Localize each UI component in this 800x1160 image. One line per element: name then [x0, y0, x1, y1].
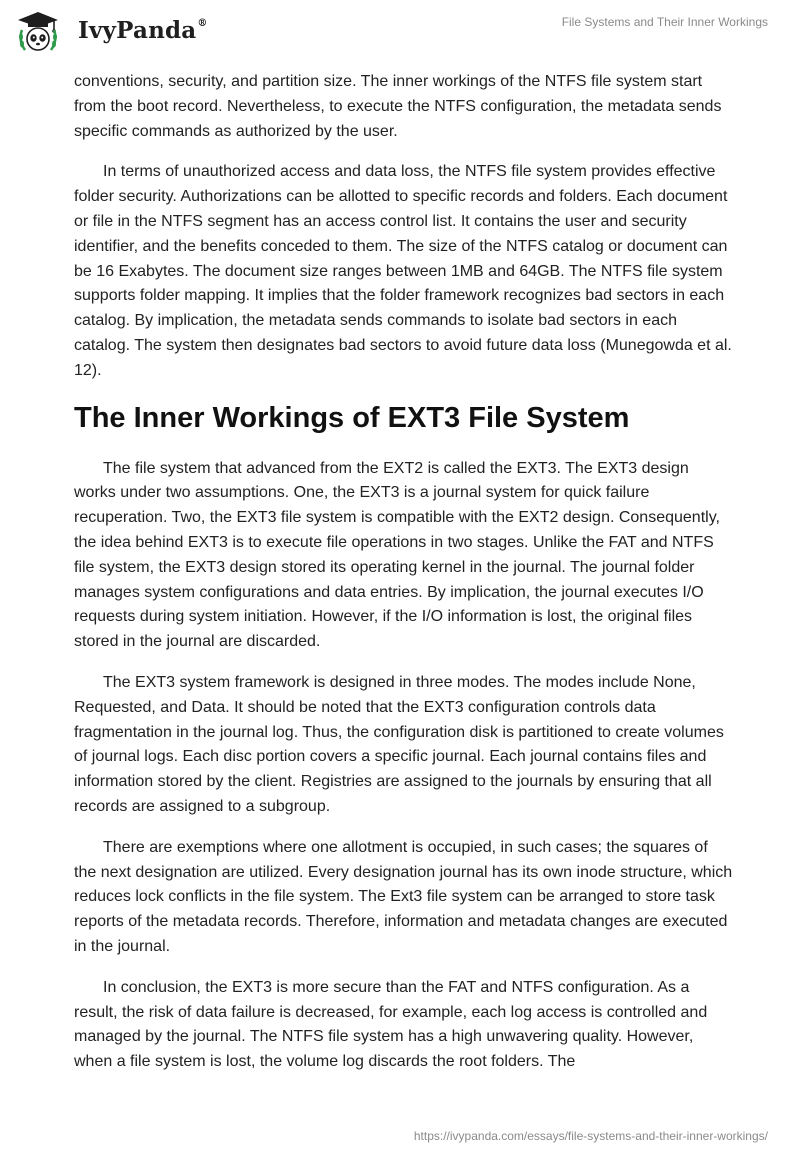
essay-body	[74, 70, 734, 1091]
document-title: File Systems and Their Inner Workings	[561, 15, 768, 29]
paragraph-conclusion: In conclusion, the EXT3 is more secure than the FAT and NTFS configuration. As a result, the risk of data failure is decreased, for example, each log access is controlled and managed by the journal. The NTFS file system has a high unwavering quality. However, when a file system is lost, the volume log discards the root folders. The	[74, 978, 708, 1071]
paragraph-ntfs-security: In terms of unauthorized access and data loss, the NTFS file system provides effective folder security. Authorizations can be allotted to specific records and folders. Each document or file in the NTFS segment has an access control list. It contains the user and security identifier, and the benefits conceded to them. The size of the NTFS catalog or document can be 16 Exabytes. The document size ranges between 1MB and 64GB. The NTFS file system supports folder mapping. It implies that the folder framework recognizes bad sectors in each catalog. By implication, the metadata sends commands to isolate bad sectors in each catalog. The system then designates bad sectors to avoid future data loss (Munegowda et al. 12).	[74, 163, 732, 379]
section-heading: The Inner Workings of EXT3 File System	[74, 401, 630, 434]
brand-name-text: IvyPanda	[78, 17, 197, 44]
brand-name[interactable]	[78, 17, 208, 44]
registered-mark: ®	[197, 18, 208, 30]
ivypanda-logo[interactable]	[16, 10, 60, 54]
paragraph-ext3-intro: The file system that advanced from the EXT2 is called the EXT3. The EXT3 design works under two assumptions. One, the EXT3 is a journal system for quick failure recuperation. Two, the EXT3 file system is compatible with the EXT2 design. Consequently, the idea behind EXT3 is to execute file operations in two stages. Unlike the FAT and NTFS file system, the EXT3 design stored its operating kernel in the journal. The journal folder manages system configurations and data entries. By implication, the journal executes I/O requests during system initiation. However, if the I/O information is lost, the original files stored in the journal are discarded.	[74, 459, 720, 651]
paragraph-ext3-modes: The EXT3 system framework is designed in three modes. The modes include None, Requested, and Data. It should be noted that the EXT3 configuration controls data fragmentation in the journal log. Thus, the configuration disk is partitioned to create volumes of journal logs. Each disc portion covers a specific journal. Each journal contains files and information stored by the client. Registries are assigned to the journals by ensuring that all records are assigned to a subgroup.	[74, 673, 724, 815]
paragraph-continuation: conventions, security, and partition size. The inner workings of the NTFS file system start from the boot record. Nevertheless, to execute the NTFS configuration, the metadata sends specific commands as authorized by the user.	[74, 73, 722, 140]
page-header	[0, 0, 800, 62]
source-url[interactable]: https://ivypanda.com/essays/file-systems-and-their-inner-workings/	[413, 1129, 768, 1143]
paragraph-ext3-exemptions: There are exemptions where one allotment is occupied, in such cases; the squares of the next designation are utilized. Every designation journal has its own inode structure, which reduces lock conflicts in the file system. The Ext3 file system can be arranged to store task reports of the metadata records. Therefore, information and metadata changes are executed in the journal.	[74, 838, 733, 955]
panda-graduate-icon	[16, 10, 60, 54]
